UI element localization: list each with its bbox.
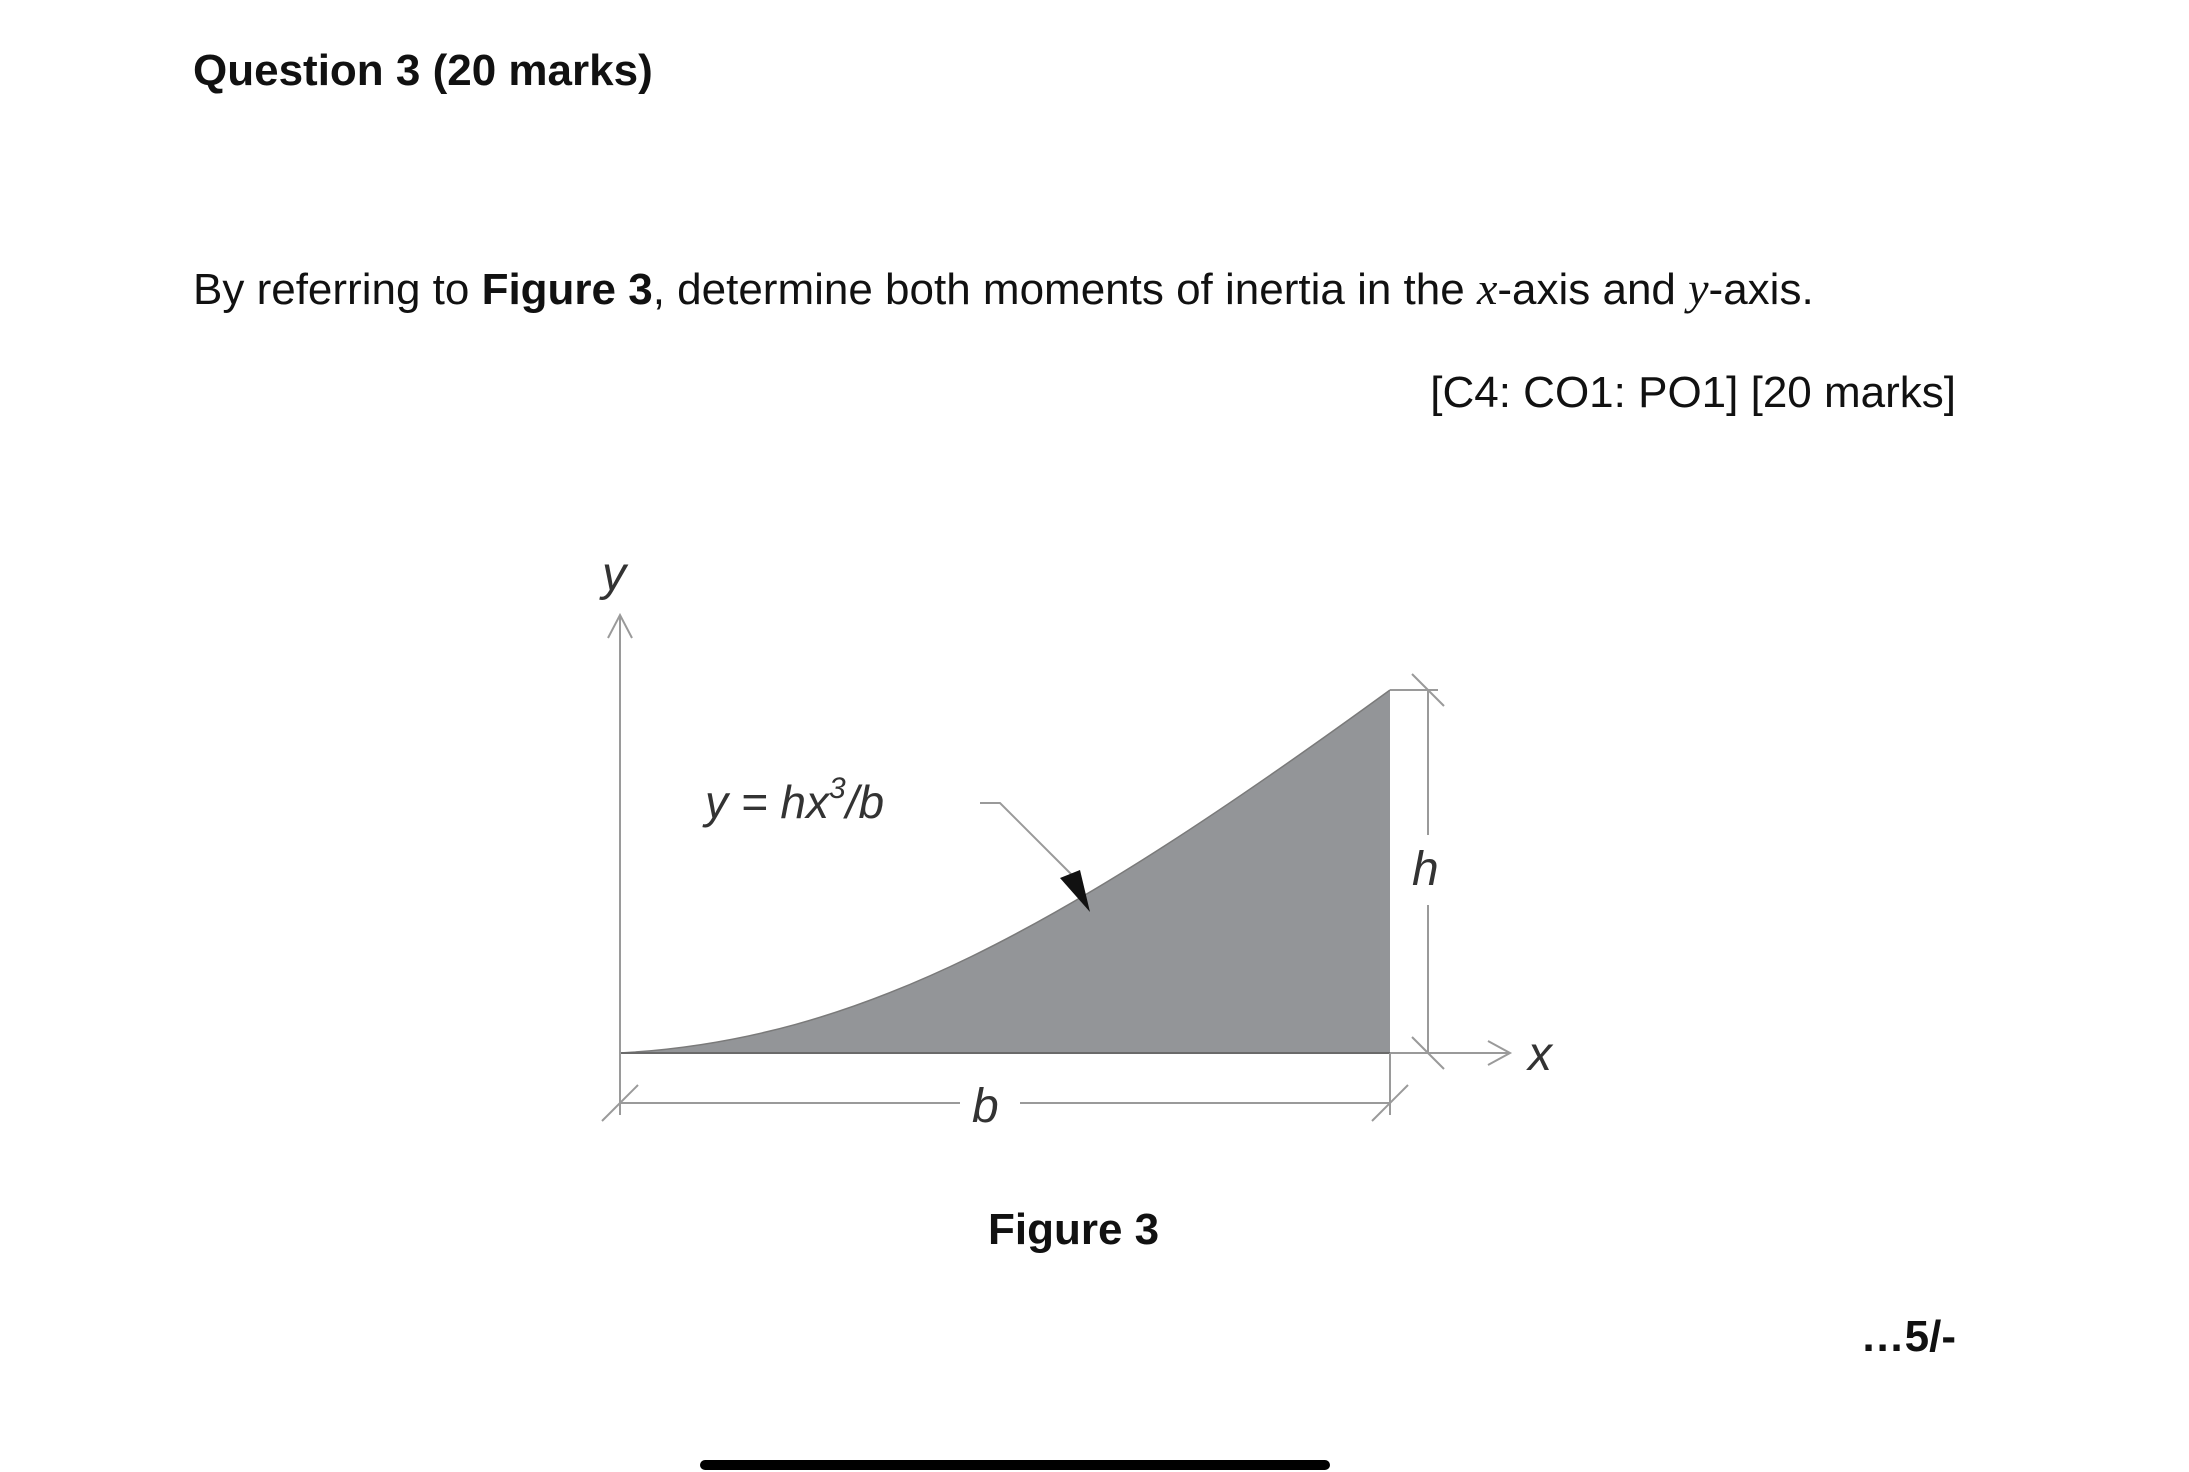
question-text-middle: , determine both moments of inertia in the: [652, 265, 1477, 314]
curve-equation-exponent: 3: [829, 772, 846, 805]
question-text: [193, 262, 1814, 315]
x-axis-label: x: [1528, 1028, 1552, 1081]
figure-caption: Figure 3: [988, 1205, 1160, 1254]
curve-leader-line: [980, 803, 1075, 878]
question-text-end: -axis.: [1708, 265, 1814, 314]
figure-reference: Figure 3: [481, 265, 653, 314]
curve-equation-suffix: /b: [845, 776, 885, 828]
curve-equation-prefix: y = hx: [705, 776, 830, 828]
y-axis-label: y: [602, 548, 626, 601]
shaded-area: [620, 690, 1390, 1053]
y-variable: y: [1688, 263, 1709, 314]
question-heading: Question 3 (20 marks): [193, 46, 653, 95]
curve-equation-label: [702, 772, 884, 828]
question-text-after-x: -axis and: [1497, 265, 1689, 314]
page-continuation-marker: …5/-: [1860, 1312, 1956, 1361]
x-variable: x: [1476, 263, 1498, 314]
question-text-prefix: By referring to: [193, 265, 482, 314]
height-label: h: [1412, 843, 1439, 896]
figure-diagram: [560, 510, 1560, 1210]
width-label: b: [972, 1080, 999, 1133]
home-indicator-bar[interactable]: [700, 1460, 1330, 1470]
figure-3: [560, 510, 1560, 1210]
marks-label: [C4: CO1: PO1] [20 marks]: [1430, 368, 1956, 417]
